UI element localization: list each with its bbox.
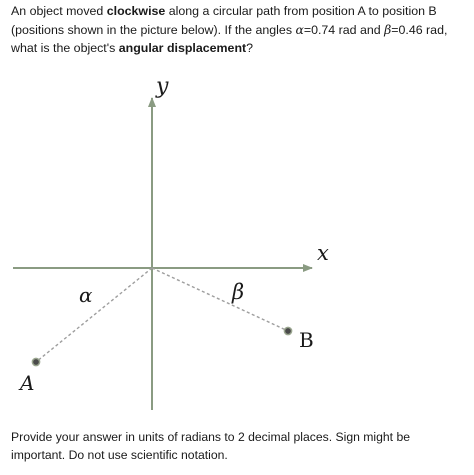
point-a [32, 358, 39, 365]
clockwise-emphasis: clockwise [106, 4, 166, 18]
beta-label: β [232, 280, 245, 304]
point-a-label: A [20, 371, 35, 395]
alpha-label: α [79, 283, 93, 307]
question-part-2: along a circular path from position A to position B (positions shown in the picture below). If the angles [11, 4, 437, 37]
point-b [284, 327, 291, 334]
question-part-3: =0.74 rad and [303, 22, 385, 37]
answer-instructions: Provide your answer in units of radians to 2 decimal places. Sign might be important. Do not use scientific notation. [11, 430, 411, 463]
y-axis-label: y [156, 74, 169, 99]
x-axis-label: x [317, 241, 329, 265]
question-part-1: An object moved [11, 4, 107, 18]
question-part-5: ? [246, 41, 254, 56]
question-text [11, 2, 469, 58]
question-part-4: =0.46 rad, what is the object's [11, 22, 448, 56]
alpha-symbol: α [295, 21, 304, 37]
point-b-label: B [299, 328, 314, 352]
radius-to-b [152, 268, 288, 331]
radius-to-a [36, 268, 152, 362]
angular-displacement-emphasis: angular displacement [118, 41, 247, 56]
beta-symbol: β [384, 21, 392, 37]
angle-diagram [0, 70, 474, 420]
